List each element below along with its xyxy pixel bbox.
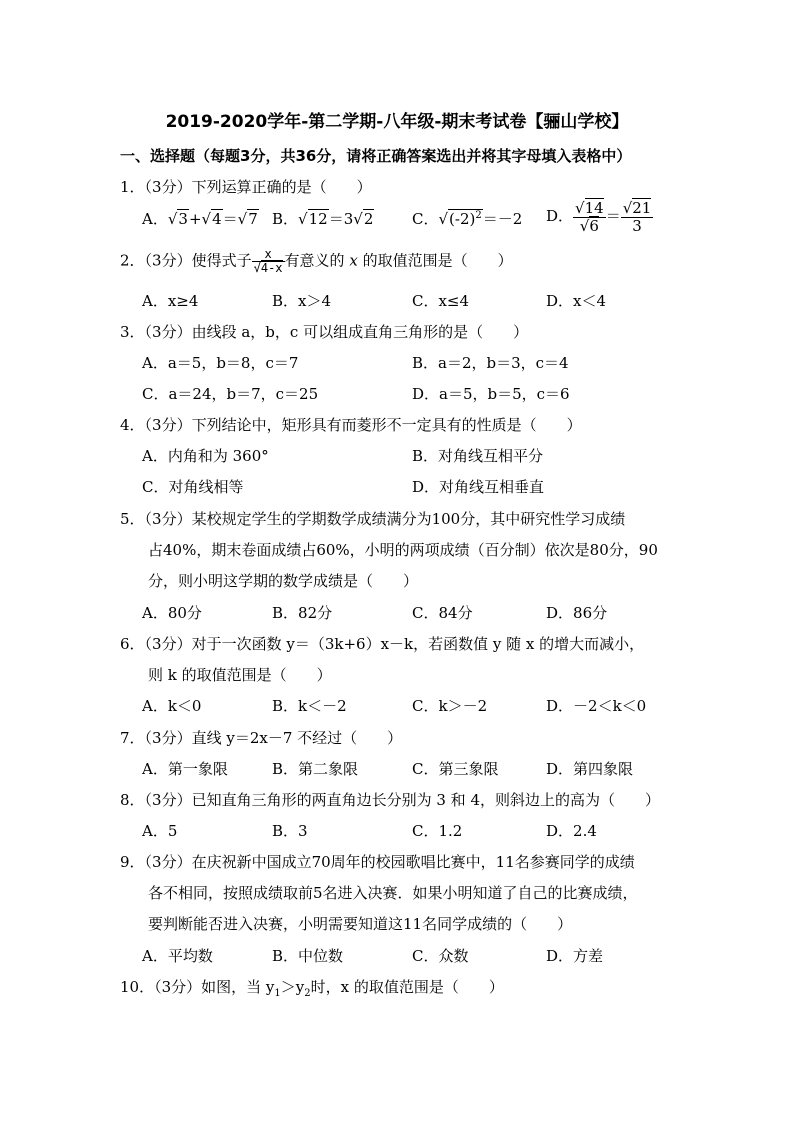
question-stem: 由线段 a，b，c 可以组成直角三角形的是（ ） (191, 323, 529, 341)
question-7 (120, 727, 402, 748)
question-number: 4． (120, 416, 145, 434)
option-b: B．a＝2，b＝3，c＝4 (412, 354, 569, 372)
question-continuation: 各不相同，按照成绩取前5名进入决赛．如果小明知道了自己的比赛成绩， (148, 884, 638, 902)
option-b: B．82分 (272, 604, 333, 622)
question-stem: 已知直角三角形的两直角边长分别为 3 和 4，则斜边上的高为（ ） (191, 791, 660, 809)
question-number: 1． (120, 178, 145, 196)
question-number: 6． (120, 635, 145, 653)
radicand: 7 (248, 210, 258, 228)
option-b: B．第二象限 (272, 760, 359, 778)
option-a: A．x≥4 (142, 292, 199, 310)
coefficient: 3 (343, 210, 354, 228)
option-c: C．84分 (412, 604, 473, 622)
exponent: 2 (475, 210, 482, 221)
question-stem: ＞y (280, 978, 305, 996)
fraction: $\frac{x}{√4-x}$ (253, 247, 283, 276)
option-d: D．第四象限 (546, 760, 634, 778)
option-c: C．第三象限 (412, 760, 499, 778)
question-number: 8． (120, 791, 145, 809)
question-3 (120, 321, 528, 342)
question-continuation: 则 k 的取值范围是（ ） (148, 666, 332, 684)
variable: x (349, 251, 358, 270)
question-number: 10． (120, 978, 155, 996)
sqrt-expression: √7 (237, 210, 258, 228)
sqrt-expression: √4 (201, 210, 222, 228)
option-label: D． (546, 207, 574, 225)
option-d: D．对角线互相垂直 (412, 478, 545, 496)
radicand: 14 (584, 199, 604, 217)
subscript: 2 (304, 988, 311, 999)
option-c: C．众数 (412, 947, 469, 965)
section-heading: 一、选择题（每题3分，共36分，请将正确答案选出并将其字母填入表格中） (120, 147, 632, 165)
question-5 (120, 508, 625, 529)
option-c: C．a＝24，b＝7，c＝25 (142, 385, 319, 403)
sqrt-expression: √12 (298, 210, 328, 228)
option-b: B．中位数 (272, 947, 344, 965)
question-8 (120, 789, 660, 810)
question-score: （3分） (144, 853, 192, 871)
question-score: （3分） (144, 635, 192, 653)
option-a: A．第一象限 (142, 760, 228, 778)
question-stem: 如图，当 y (201, 978, 275, 996)
question-number: 7． (120, 729, 145, 747)
question-score: （3分） (144, 729, 192, 747)
fraction: $\frac{√21}{3}$ (622, 199, 652, 235)
option-label: B． (272, 210, 299, 228)
question-4 (120, 414, 582, 435)
question-number: 2． (120, 251, 145, 270)
option-label: C． (412, 210, 439, 228)
denominator: 3 (632, 216, 642, 235)
option-b: B．对角线互相平分 (412, 447, 544, 465)
option-d: D． $\frac{√14}{√6}$ ＝ $\frac{√21}{3}$ (546, 199, 652, 235)
question-stem: 对于一次函数 y＝（3k+6）x－k，若函数值 y 随 x 的增大而减小， (191, 635, 645, 653)
question-number: 3． (120, 323, 145, 341)
sqrt-expression: √3 (167, 210, 188, 228)
question-1 (120, 176, 372, 197)
fraction: $\frac{√14}{√6}$ (575, 199, 604, 235)
option-c: C．x≤4 (412, 292, 470, 310)
option-a: A．5 (142, 822, 178, 840)
question-stem: 有意义的 (284, 251, 345, 270)
question-stem: 的取值范围是（ ） (362, 251, 513, 270)
option-b: B．√12＝3√2 (272, 210, 374, 228)
option-b: B．k＜－2 (272, 697, 347, 715)
question-stem: 在庆祝新中国成立70周年的校园歌唱比赛中，11名参赛同学的成绩 (191, 853, 635, 871)
option-d: D．－2＜k＜0 (546, 697, 647, 715)
question-continuation: 分，则小明这学期的数学成绩是（ ） (148, 572, 419, 590)
question-score: （3分） (144, 323, 192, 341)
question-9 (120, 851, 635, 872)
question-stem: 时，x 的取值范围是（ ） (310, 978, 504, 996)
option-c: C．1.2 (412, 822, 463, 840)
question-number: 9． (120, 853, 145, 871)
question-2 (120, 248, 513, 275)
question-score: （3分） (144, 251, 192, 270)
option-c: C．k＞－2 (412, 697, 488, 715)
question-continuation: 占40%，期末卷面成绩占60%，小明的两项成绩（百分制）依次是80分，90 (148, 541, 658, 559)
sqrt-expression: $√(-2)^2$ (438, 210, 482, 228)
option-d: D．方差 (546, 947, 604, 965)
option-a: A．k＜0 (142, 697, 202, 715)
question-stem: 下列结论中，矩形具有而菱形不一定具有的性质是（ ） (191, 416, 582, 434)
option-d: D．a＝5，b＝5，c＝6 (412, 385, 570, 403)
result: ＝－2 (482, 210, 523, 228)
subscript: 1 (274, 988, 281, 999)
radicand: 21 (632, 199, 652, 217)
numerator: x (252, 248, 285, 262)
question-number: 5． (120, 510, 145, 528)
option-a: A．80分 (142, 604, 202, 622)
option-b: B．x＞4 (272, 292, 332, 310)
radicand: 4-x (260, 261, 283, 276)
radicand: 12 (308, 210, 328, 228)
page-title: 2019-2020学年-第二学期-八年级-期末考试卷【骊山学校】 (165, 112, 629, 132)
option-d: D．86分 (546, 604, 608, 622)
option-d: D．2.4 (546, 822, 597, 840)
option-c (412, 208, 522, 229)
question-10 (120, 976, 504, 999)
question-stem: 某校规定学生的学期数学成绩满分为100分，其中研究性学习成绩 (191, 510, 626, 528)
option-label: A． (142, 210, 168, 228)
question-score: （3分） (154, 978, 202, 996)
radicand: 2 (363, 210, 374, 228)
question-continuation: 要判断能否进入决赛，小明需要知道这11名同学成绩的（ ） (148, 915, 573, 933)
question-stem: 下列运算正确的是（ ） (191, 178, 372, 196)
sqrt-expression: √2 (353, 210, 374, 228)
question-6 (120, 633, 644, 654)
radicand: 6 (589, 216, 599, 235)
radicand: (-2) (449, 210, 476, 228)
option-b: B．3 (272, 822, 308, 840)
question-stem: 直线 y＝2x－7 不经过（ ） (191, 729, 403, 747)
question-score: （3分） (144, 510, 192, 528)
question-score: （3分） (144, 178, 192, 196)
option-a: A．a＝5，b＝8，c＝7 (142, 354, 299, 372)
option-a: A．√3+√4＝√7 (142, 210, 258, 228)
question-score: （3分） (144, 791, 192, 809)
option-a: A．内角和为 360° (142, 447, 269, 465)
option-d: D．x＜4 (546, 292, 607, 310)
option-c: C．对角线相等 (142, 478, 244, 496)
question-score: （3分） (144, 416, 192, 434)
radicand: 3 (178, 210, 188, 228)
radicand: 4 (212, 210, 222, 228)
option-a: A．平均数 (142, 947, 213, 965)
question-stem: 使得式子 (191, 251, 252, 270)
